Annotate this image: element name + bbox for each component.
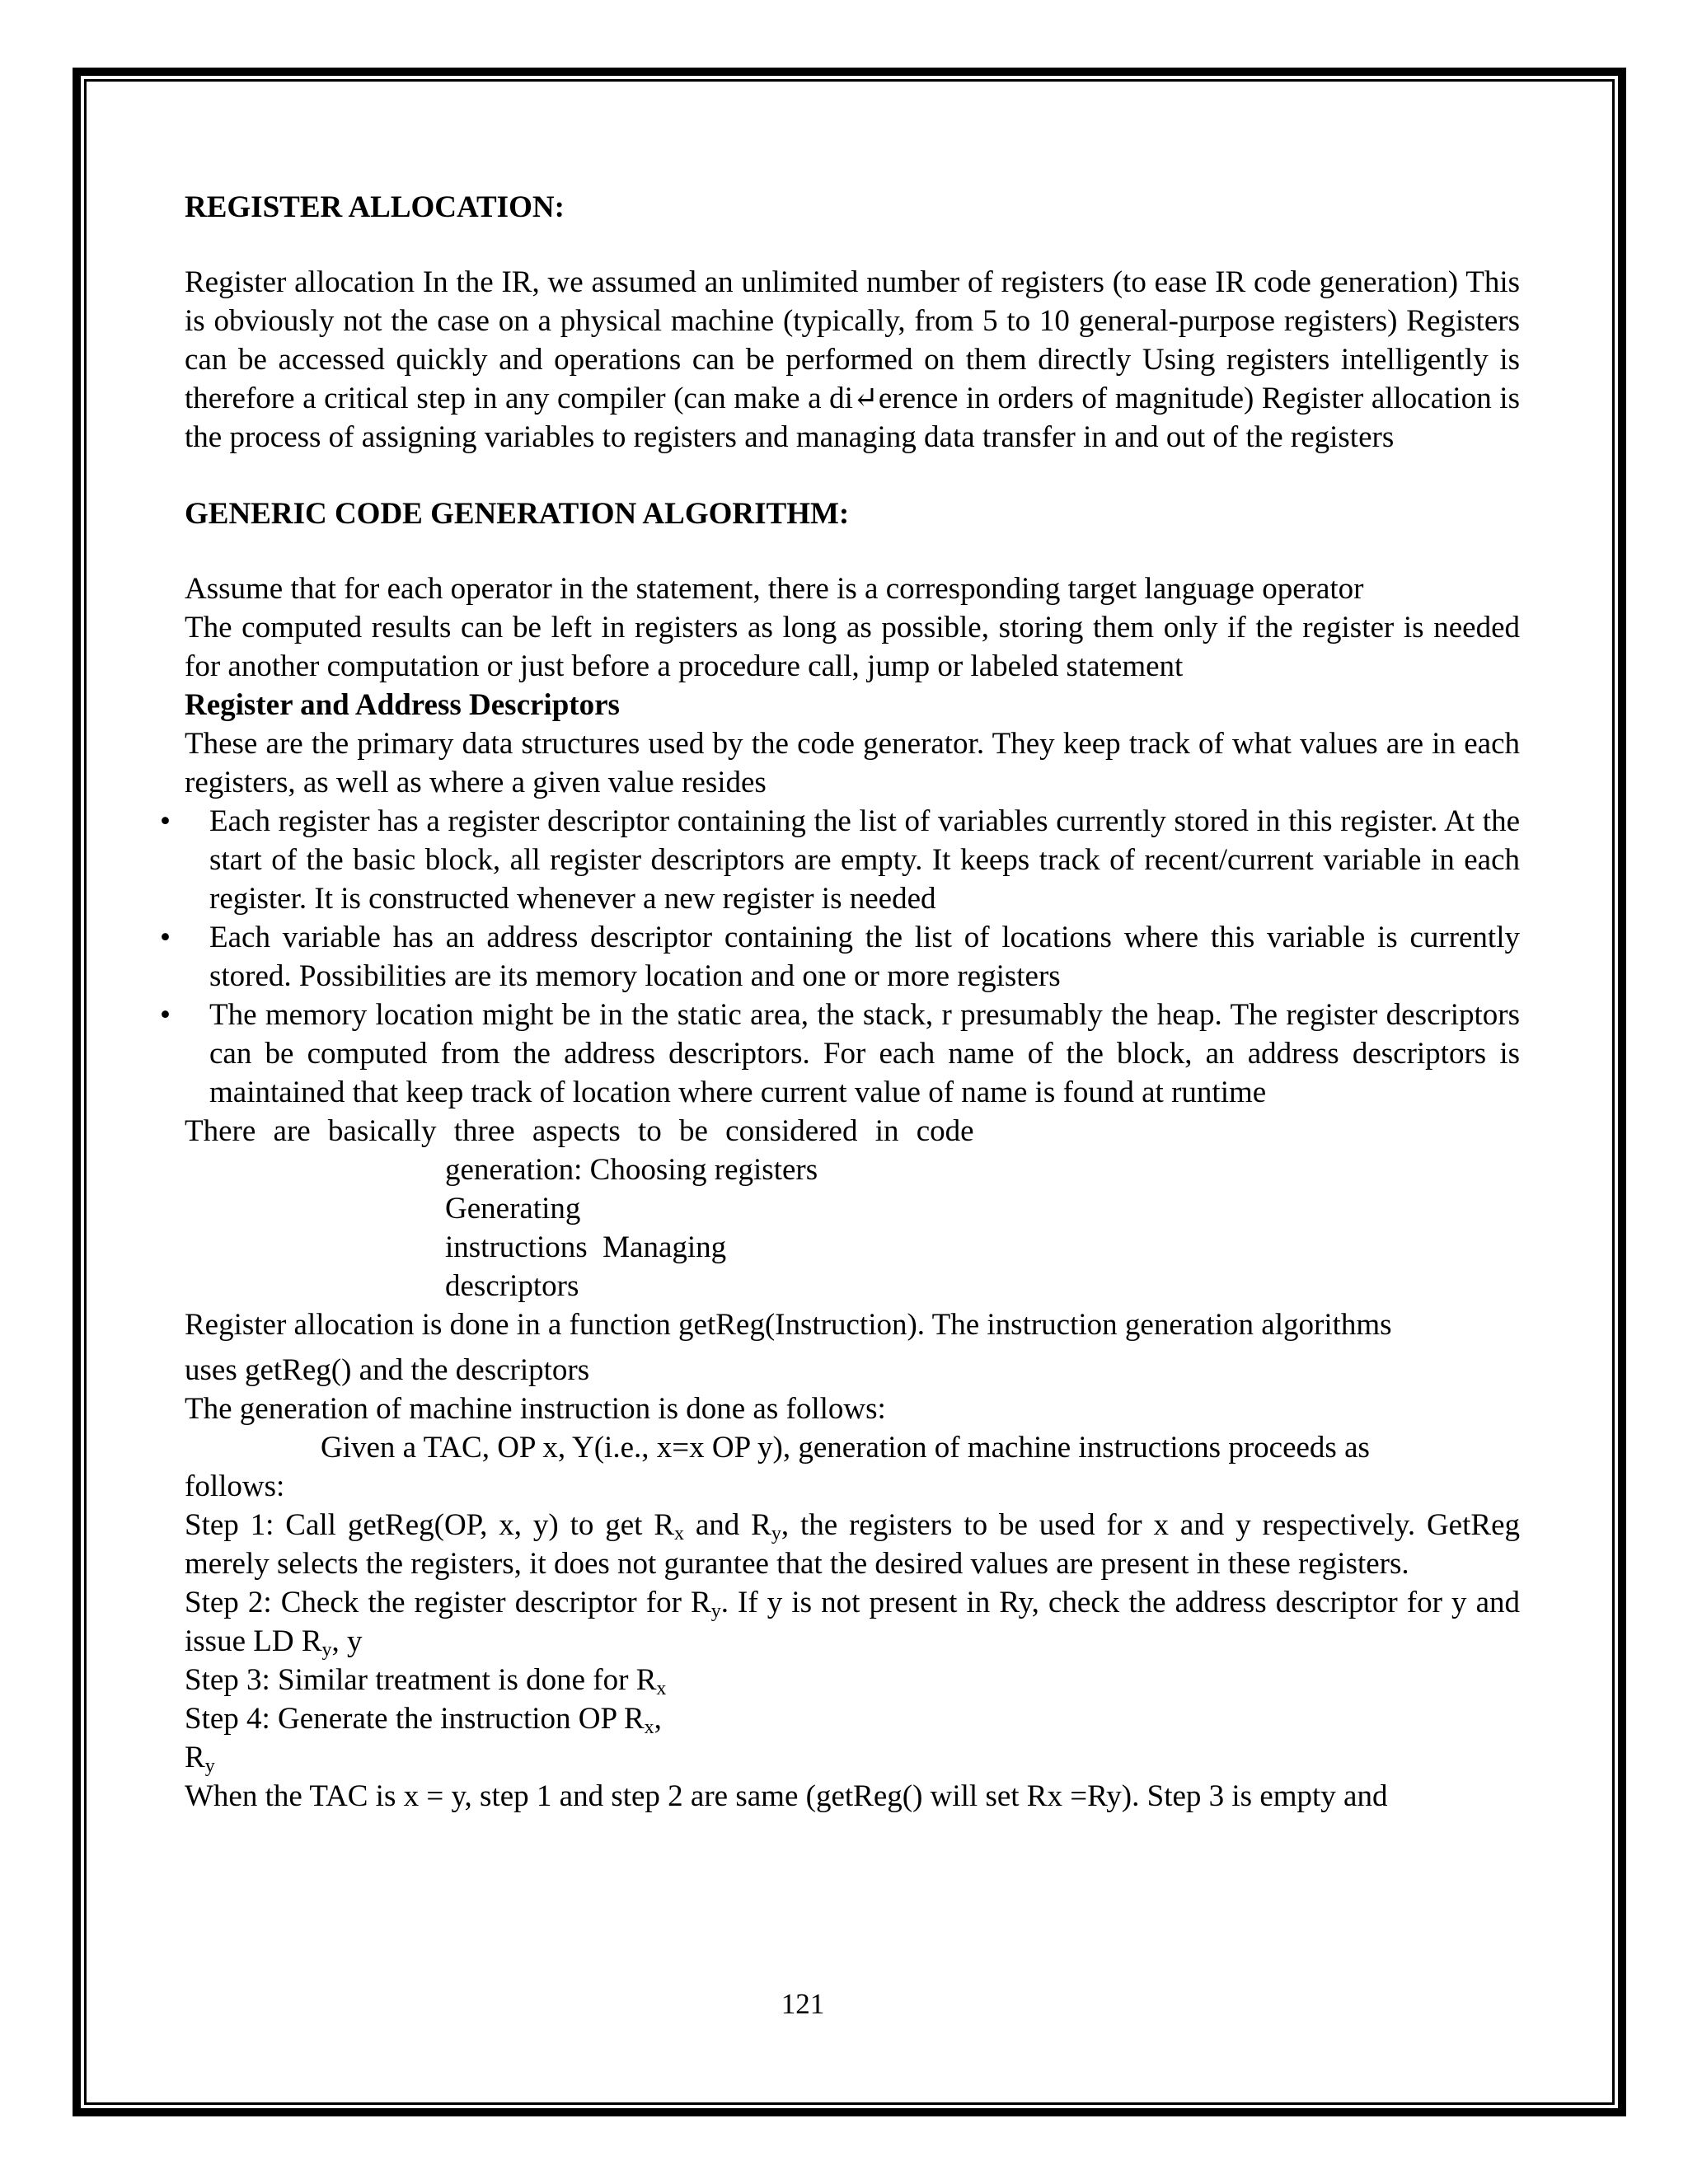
paragraph-when-tac: When the TAC is x = y, step 1 and step 2 are same (getReg() will set Rx =Ry). Step 3 is empty and [185,1779,1388,1813]
bullet-icon: • [160,921,171,954]
bullet-text: Each register has a register descriptor containing the list of variables currently stored in this register. At the start of the basic block, all register descriptors are empty. It keeps track of recent/current variable in each register. It is constructed whenever a new register is needed [209,804,1520,916]
paragraph-getreg-function: Register allocation is done in a function getReg(Instruction). The instruction generation algorithms [185,1308,1392,1342]
paragraph-getreg-uses: uses getReg() and the descriptors [185,1353,590,1387]
step-1-text-b: and R [684,1508,771,1542]
subheading-register-address-descriptors: Register and Address Descriptors [185,688,620,722]
step-1-text-c: , the registers to be used for x and y respectively. GetReg merely selects the registers, it does not gurantee that the desired values are present in these registers. [185,1508,1520,1581]
bullet-item [160,802,1520,918]
heading-register-allocation: REGISTER ALLOCATION: [185,190,565,224]
bullet-icon: • [160,998,171,1032]
subscript-x: x [656,1678,667,1699]
step-4 [185,1699,1520,1738]
subscript-y: y [321,1639,332,1661]
paragraph-three-aspects: There are basically three aspects to be considered in code [185,1114,974,1148]
aspect-line: descriptors [445,1269,579,1303]
bullet-item [160,918,1520,996]
step-3-text: Step 3: Similar treatment is done for R [185,1663,657,1697]
step-1-text-a: Step 1: Call getReg(OP, x, y) to get R [185,1508,675,1542]
paragraph-register-allocation: Register allocation In the IR, we assumed an unlimited number of registers (to ease IR code generation) This is obviously not the case on a physical machine (typically, from 5 to 10 general-purpose registers) Registers can be accessed quickly and operations can be performed on them directly Using registers intelligently is therefore a critical step in any compiler (can make a di↵erence in orders of magnitude) Register allocation is the process of assigning variables to registers and managing data transfer in and out of the registers [185,265,1520,454]
descriptor-bullet-list [160,802,1520,1112]
subscript-x: x [674,1523,685,1544]
subscript-y: y [710,1601,721,1622]
step-4-comma: , [654,1702,662,1736]
step-4-continuation [185,1738,1520,1777]
aspect-line: Generating [445,1192,581,1226]
step-2-text-a: Step 2: Check the register descriptor for R [185,1586,711,1619]
aspect-line: generation: Choosing registers [445,1153,818,1187]
paragraph-computed-results: The computed results can be left in registers as long as possible, storing them only if the register is needed for another computation or just before a procedure call, jump or labeled statement [185,611,1520,683]
step-2-text-b: . If y is not present in Ry, check the address descriptor for y and issue LD R [185,1586,1521,1658]
subscript-y: y [771,1523,781,1544]
step-3 [185,1661,1520,1699]
step-4-register: R [185,1741,205,1774]
aspect-line: instructions Managing [445,1230,727,1264]
step-1 [185,1506,1520,1583]
step-2 [185,1583,1520,1661]
step-2-text-c: , y [331,1624,363,1658]
paragraph-descriptors: These are the primary data structures used by the code generator. They keep track of what values are in each registers, as well as where a given value resides [185,727,1520,799]
aspects-indented-block [185,1151,1520,1305]
heading-generic-code-generation: GENERIC CODE GENERATION ALGORITHM: [185,497,850,531]
paragraph-assume-operator: Assume that for each operator in the statement, there is a corresponding target language operator [185,572,1364,606]
step-4-text: Step 4: Generate the instruction OP R [185,1702,645,1736]
page-number: 121 [781,1988,825,2020]
paragraph-follows: follows: [185,1469,285,1503]
subscript-y: y [204,1755,215,1777]
paragraph-generation-intro: The generation of machine instruction is done as follows: [185,1392,886,1426]
subscript-x: x [644,1717,654,1738]
document-body [160,188,1521,1816]
bullet-text: Each variable has an address descriptor containing the list of locations where this variable is currently stored. Possibilities are its memory location and one or more registers [209,921,1520,993]
paragraph-given-tac: Given a TAC, OP x, Y(i.e., x=x OP y), generation of machine instructions proceeds as [321,1431,1370,1465]
bullet-text: The memory location might be in the static area, the stack, r presumably the heap. The register descriptors can be computed from the address descriptors. For each name of the block, an address descriptors is maintained that keep track of location where current value of name is found at runtime [209,998,1520,1109]
bullet-item [160,996,1520,1112]
bullet-icon: • [160,804,171,838]
